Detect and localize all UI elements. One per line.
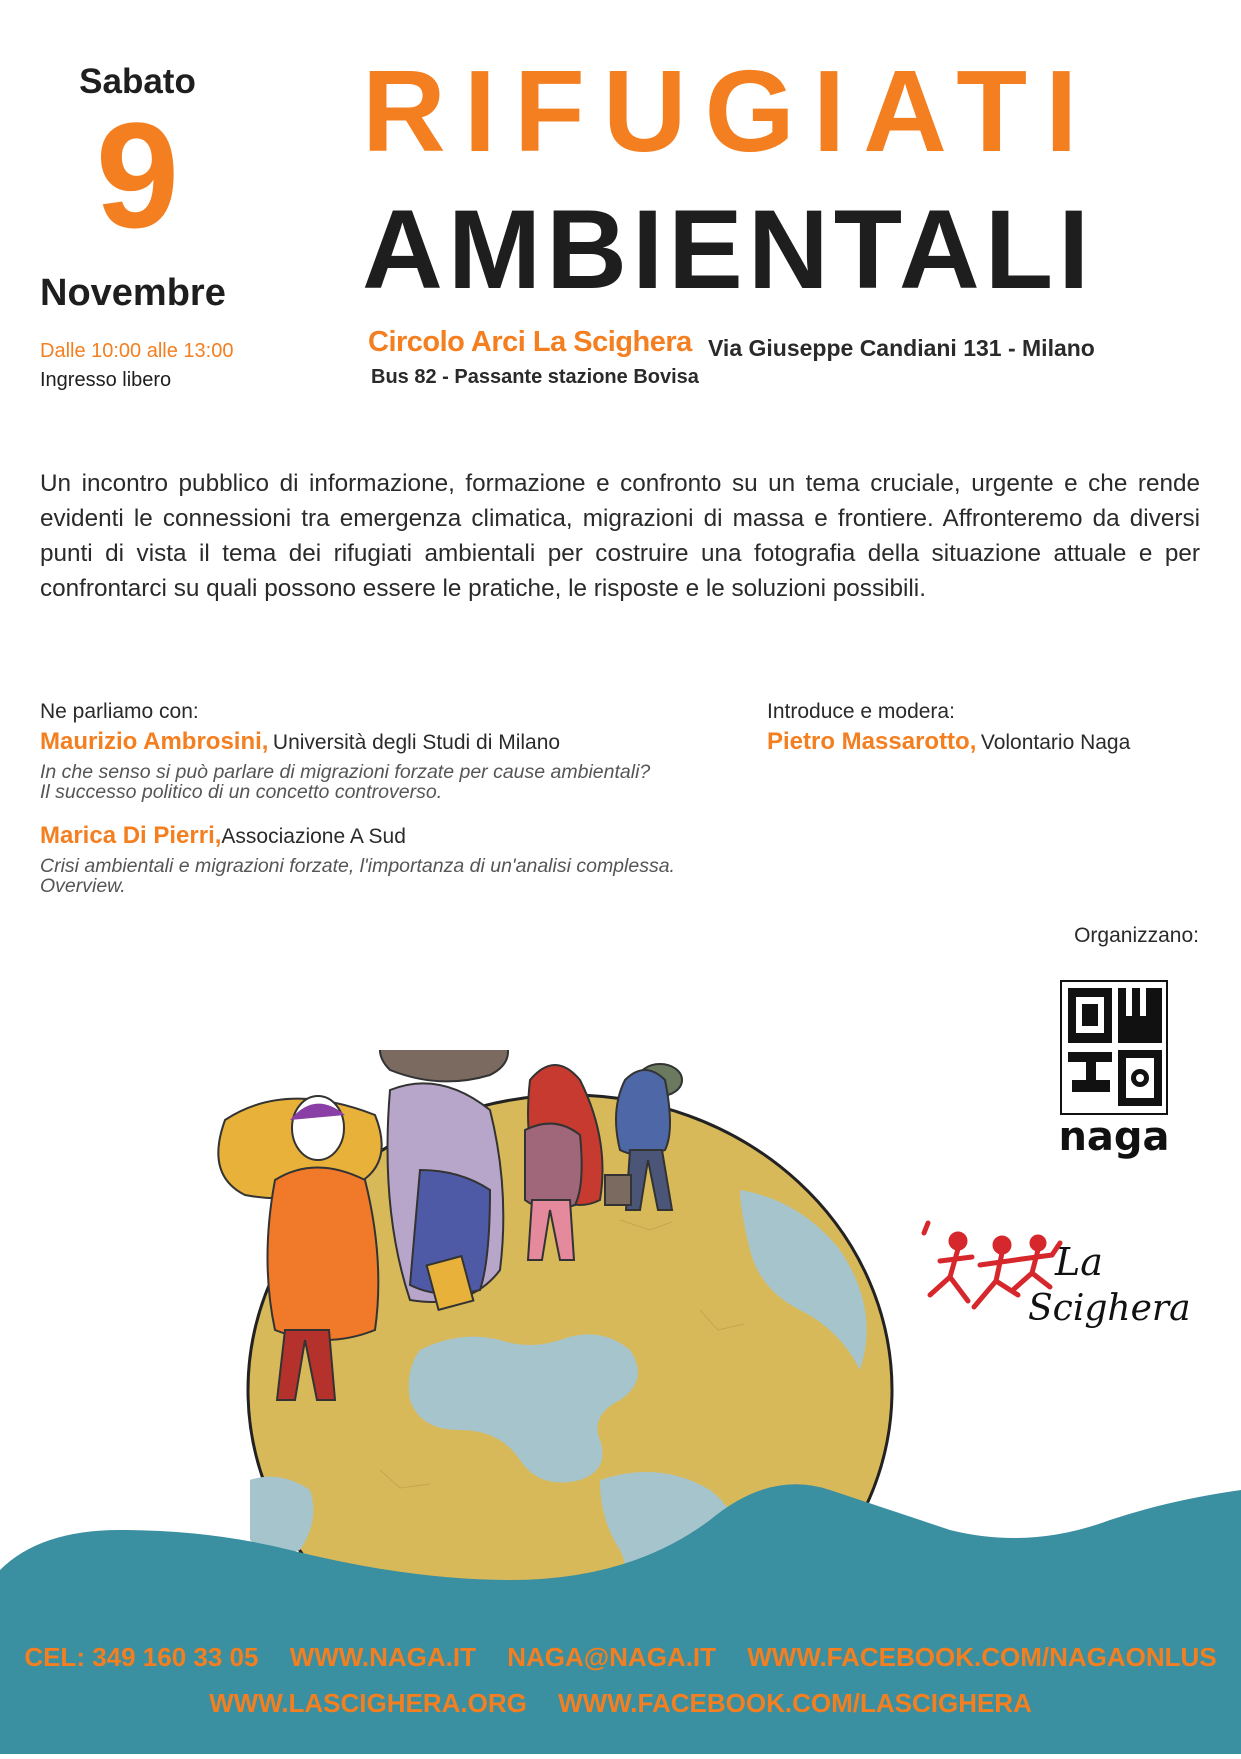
speaker-2-topic-line-1: Crisi ambientali e migrazioni forzate, l'importanza di un'analisi complessa. bbox=[40, 855, 675, 877]
la-scighera-logo-text-1: La bbox=[1055, 1240, 1103, 1284]
speaker-affiliation: Associazione A Sud bbox=[221, 825, 406, 848]
speaker-1 bbox=[40, 728, 560, 756]
naga-logo-text: naga bbox=[1060, 1114, 1168, 1160]
venue-name: Circolo Arci La Scighera bbox=[368, 326, 692, 358]
footer-line-2 bbox=[0, 1688, 1241, 1719]
entry-note: Ingresso libero bbox=[40, 369, 172, 391]
speaker-1-topic-line-1: In che senso si può parlare di migrazioni forzate per cause ambientali? bbox=[40, 761, 651, 783]
footer-line-1 bbox=[0, 1642, 1241, 1673]
moderator-label: Introduce e modera: bbox=[767, 700, 955, 723]
speaker-2 bbox=[40, 822, 406, 850]
title-line-2: AMBIENTALI bbox=[362, 187, 1095, 312]
speaker-name: Marica Di Pierri, bbox=[40, 822, 222, 849]
speakers-label: Ne parliamo con: bbox=[40, 700, 199, 723]
organizers-label: Organizzano: bbox=[1074, 924, 1199, 947]
la-scighera-logo-text-2: Scighera bbox=[1028, 1288, 1191, 1329]
footer-link-facebook-scighera[interactable]: WWW.FACEBOOK.COM/LASCIGHERA bbox=[558, 1688, 1032, 1718]
moderator bbox=[767, 728, 1130, 756]
venue-address: Via Giuseppe Candiani 131 - Milano bbox=[708, 335, 1095, 361]
speaker-name: Maurizio Ambrosini, bbox=[40, 728, 269, 755]
footer-phone: CEL: 349 160 33 05 bbox=[24, 1642, 259, 1672]
title-line-1: RIFUGIATI bbox=[362, 46, 1096, 176]
intro-paragraph: Un incontro pubblico di informazione, formazione e confronto su un tema cruciale, urgente e che rende evidenti le connessioni tra emergenza climatica, migrazioni di massa e frontiere. Affronteremo da diversi punti di vista il tema dei rifugiati ambientali per costruire una fotografia della situazione attuale e per confrontarci su quali possono essere le pratiche, le risposte e le soluzioni possibili. bbox=[40, 470, 1200, 602]
footer-email[interactable]: NAGA@NAGA.IT bbox=[507, 1642, 717, 1672]
footer-link-scighera[interactable]: WWW.LASCIGHERA.ORG bbox=[209, 1688, 527, 1718]
speaker-1-topic-line-2: Il successo politico di un concetto controverso. bbox=[40, 781, 443, 803]
moderator-role: Volontario Naga bbox=[980, 731, 1131, 754]
footer-link-naga[interactable]: WWW.NAGA.IT bbox=[289, 1642, 476, 1672]
speaker-affiliation: Università degli Studi di Milano bbox=[272, 731, 561, 754]
speaker-2-topic-line-2: Overview. bbox=[40, 875, 126, 897]
day-number: 9 bbox=[95, 91, 180, 259]
venue-transport: Bus 82 - Passante stazione Bovisa bbox=[371, 366, 699, 388]
footer-link-facebook-naga[interactable]: WWW.FACEBOOK.COM/NAGAONLUS bbox=[747, 1642, 1217, 1672]
moderator-name: Pietro Massarotto, bbox=[767, 728, 977, 755]
weekday: Sabato bbox=[79, 62, 196, 101]
event-hours: Dalle 10:00 alle 13:00 bbox=[40, 340, 234, 362]
month: Novembre bbox=[40, 272, 226, 314]
